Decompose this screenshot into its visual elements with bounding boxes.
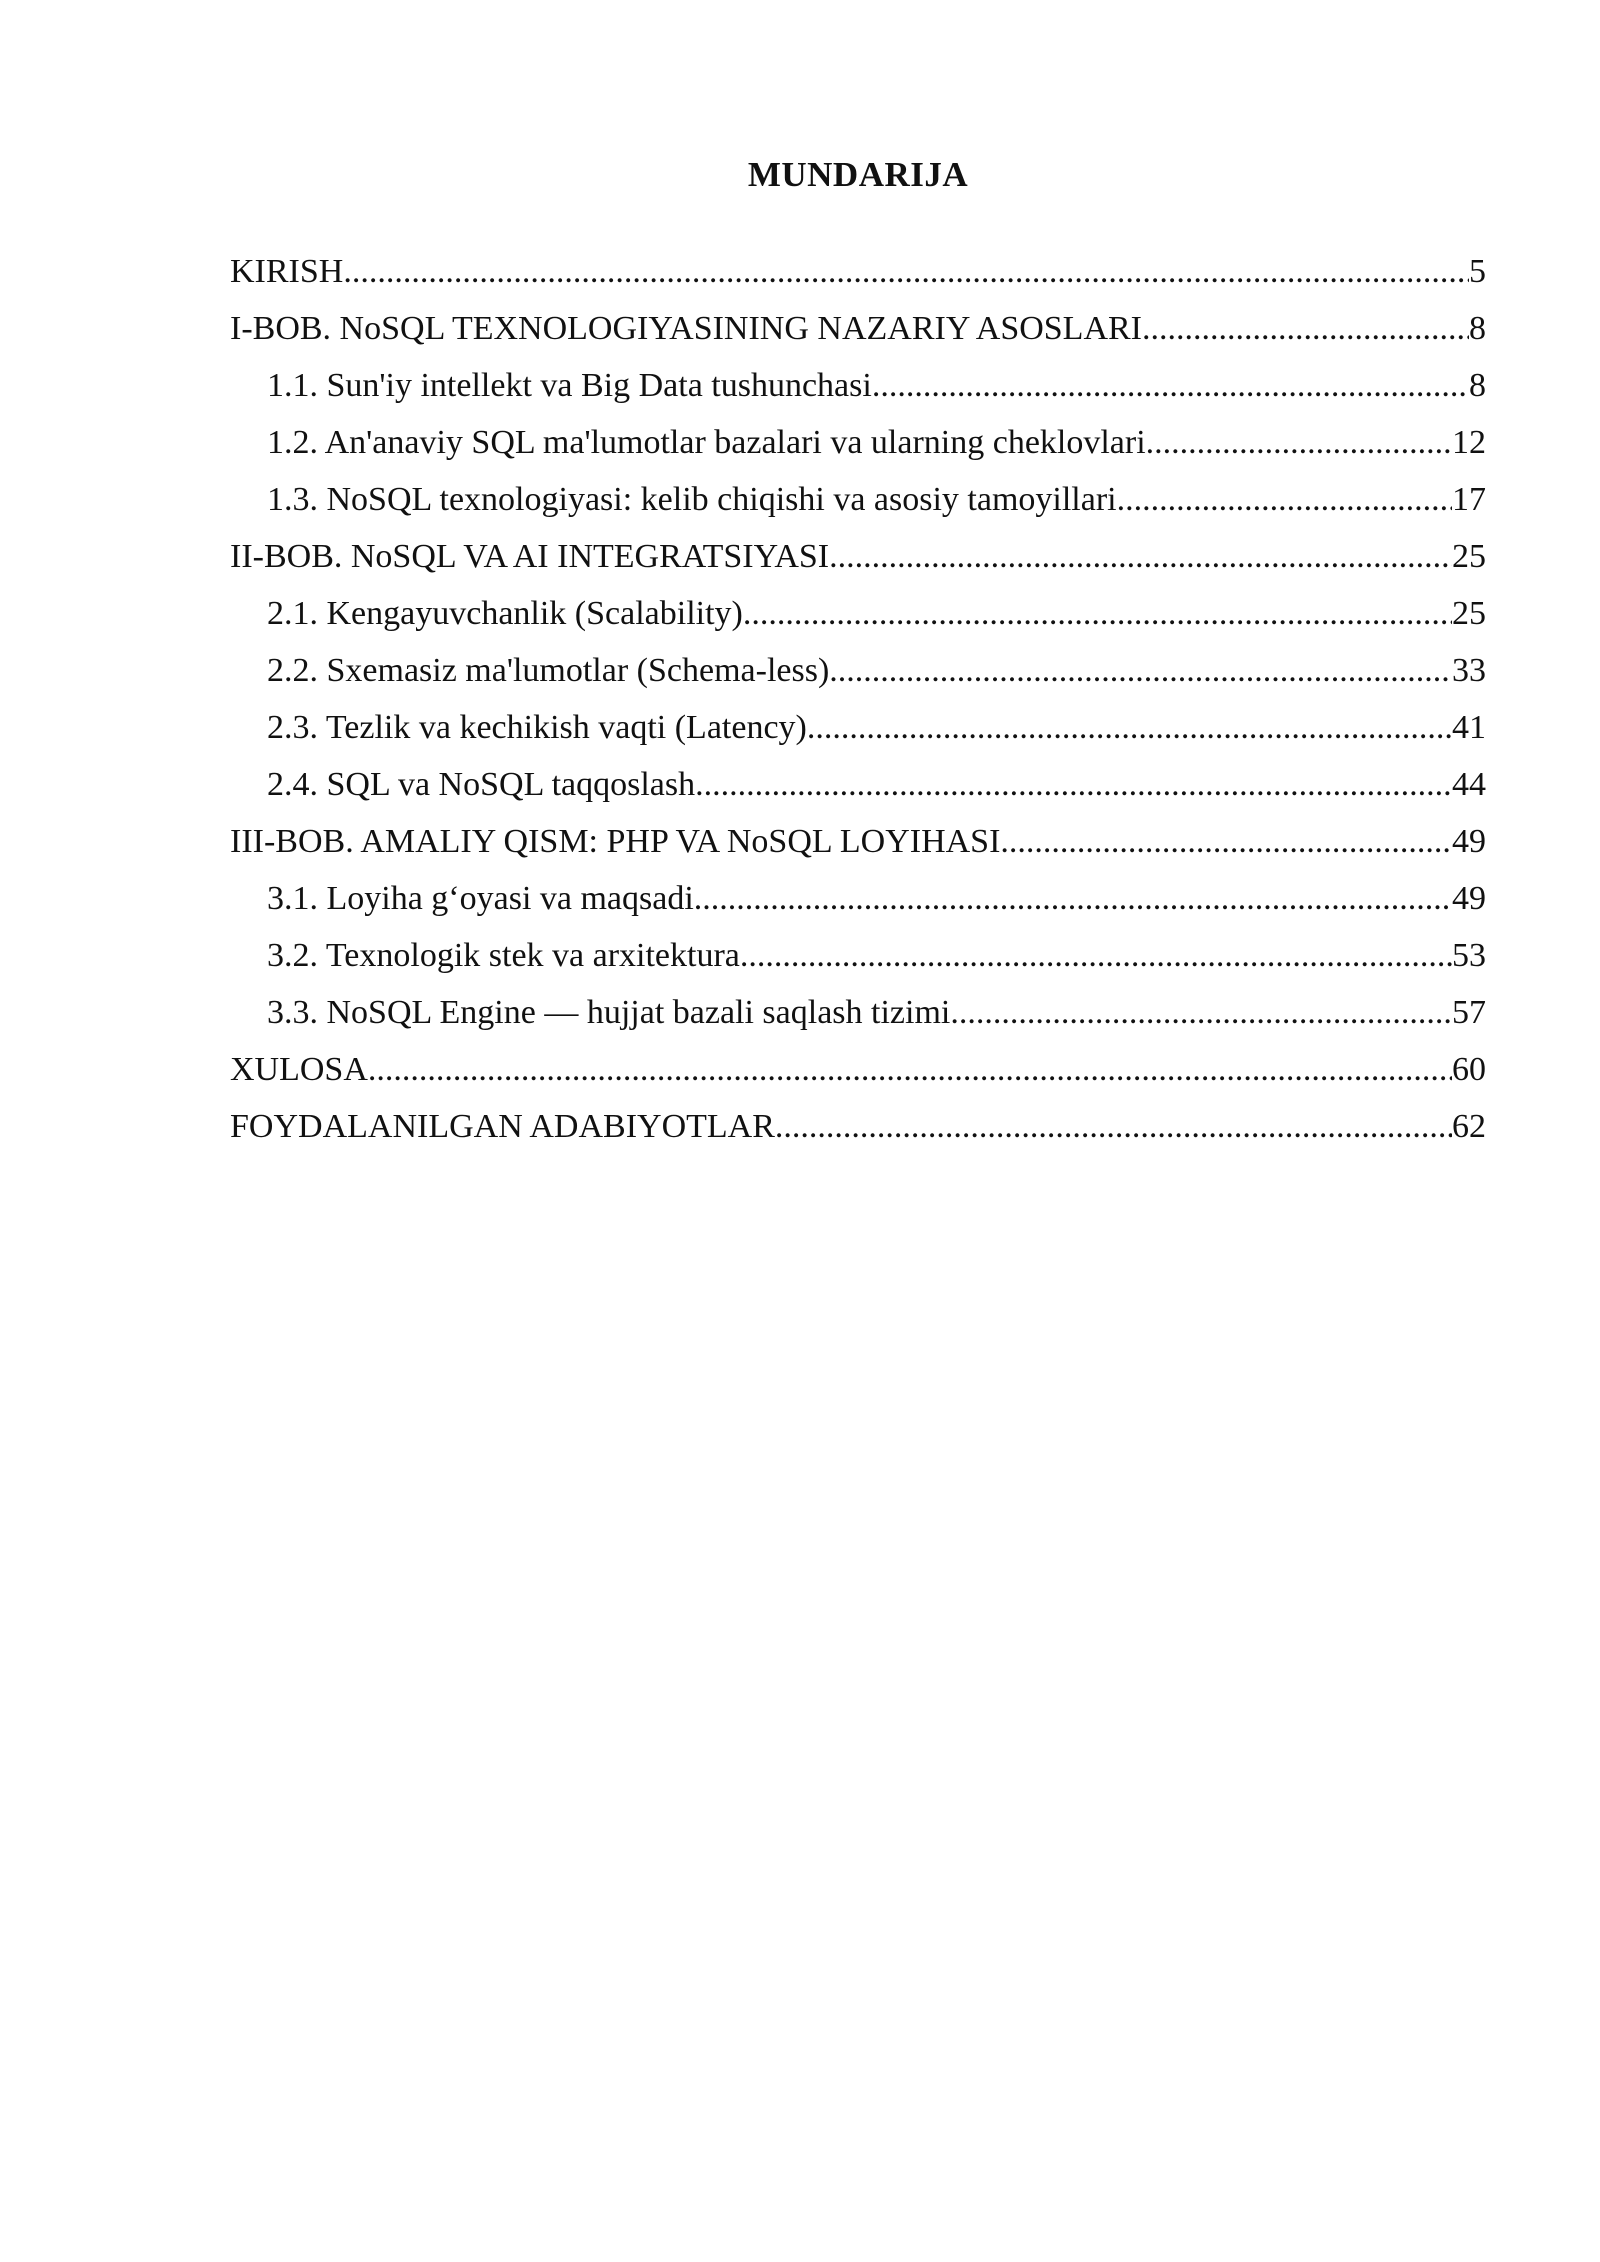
toc-subsection-entry[interactable] bbox=[230, 870, 1486, 927]
toc-subsection-entry[interactable] bbox=[230, 756, 1486, 813]
toc-dot-leader bbox=[872, 357, 1469, 414]
toc-entry-label: 1.1. Sun'iy intellekt va Big Data tushunchasi bbox=[267, 367, 872, 404]
toc-subsection-entry[interactable] bbox=[230, 984, 1486, 1041]
toc-entry-label: 1.3. NoSQL texnologiyasi: kelib chiqishi va asosiy tamoyillari bbox=[267, 481, 1117, 518]
toc-dot-leader bbox=[343, 243, 1469, 300]
toc-entry-label: 1.2. An'anaviy SQL ma'lumotlar bazalari va ularning cheklovlari bbox=[267, 424, 1146, 461]
toc-subsection-entry[interactable] bbox=[230, 699, 1486, 756]
toc-chapter-entry[interactable] bbox=[230, 300, 1486, 357]
toc-chapter-entry[interactable] bbox=[230, 243, 1486, 300]
toc-entry-label: 3.1. Loyiha g‘oyasi va maqsadi bbox=[267, 880, 694, 917]
toc-subsection-entry[interactable] bbox=[230, 471, 1486, 528]
toc-entry-label: 2.1. Kengayuvchanlik (Scalability) bbox=[267, 595, 743, 632]
toc-entry-label: KIRISH bbox=[230, 253, 344, 290]
toc-entry-label: 2.3. Tezlik va kechikish vaqti (Latency) bbox=[267, 709, 807, 746]
toc-page-number: 44 bbox=[1452, 766, 1486, 803]
toc-chapter-entry[interactable] bbox=[230, 813, 1486, 870]
toc-entry-label: FOYDALANILGAN ADABIYOTLAR bbox=[230, 1108, 775, 1145]
toc-dot-leader bbox=[950, 984, 1452, 1041]
toc-page-number: 12 bbox=[1452, 424, 1486, 461]
toc-page-number: 33 bbox=[1452, 652, 1486, 689]
toc-dot-leader bbox=[829, 642, 1452, 699]
toc-page-number: 8 bbox=[1469, 310, 1486, 347]
toc-subsection-entry[interactable] bbox=[230, 585, 1486, 642]
toc-dot-leader bbox=[740, 927, 1452, 984]
toc-page-number: 57 bbox=[1452, 994, 1486, 1031]
toc-page-number: 60 bbox=[1452, 1051, 1486, 1088]
toc-dot-leader bbox=[695, 756, 1452, 813]
toc-chapter-entry[interactable] bbox=[230, 1041, 1486, 1098]
toc-entry-label: 3.3. NoSQL Engine — hujjat bazali saqlash tizimi bbox=[267, 994, 951, 1031]
toc-chapter-entry[interactable] bbox=[230, 528, 1486, 585]
toc-entry-label: XULOSA bbox=[230, 1051, 368, 1088]
toc-subsection-entry[interactable] bbox=[230, 642, 1486, 699]
page-title: MUNDARIJA bbox=[747, 155, 969, 194]
toc-dot-leader bbox=[829, 528, 1452, 585]
table-of-contents bbox=[230, 243, 1486, 1155]
toc-page-number: 8 bbox=[1469, 367, 1486, 404]
toc-entry-label: II-BOB. NoSQL VA AI INTEGRATSIYASI bbox=[230, 538, 830, 575]
toc-page-number: 25 bbox=[1452, 538, 1486, 575]
toc-subsection-entry[interactable] bbox=[230, 414, 1486, 471]
toc-dot-leader bbox=[368, 1041, 1452, 1098]
toc-page-number: 41 bbox=[1452, 709, 1486, 746]
toc-entry-label: III-BOB. AMALIY QISM: PHP VA NoSQL LOYIHASI bbox=[230, 823, 1001, 860]
toc-dot-leader bbox=[807, 699, 1452, 756]
toc-dot-leader bbox=[694, 870, 1452, 927]
toc-dot-leader bbox=[1146, 414, 1452, 471]
toc-entry-label: I-BOB. NoSQL TEXNOLOGIYASINING NAZARIY ASOSLARI bbox=[230, 310, 1143, 347]
toc-dot-leader bbox=[1000, 813, 1452, 870]
toc-page-number: 49 bbox=[1452, 880, 1486, 917]
toc-page-number: 53 bbox=[1452, 937, 1486, 974]
toc-entry-label: 2.2. Sxemasiz ma'lumotlar (Schema-less) bbox=[267, 652, 830, 689]
toc-page-number: 25 bbox=[1452, 595, 1486, 632]
toc-entry-label: 2.4. SQL va NoSQL taqqoslash bbox=[267, 766, 696, 803]
toc-page-number: 62 bbox=[1452, 1108, 1486, 1145]
toc-chapter-entry[interactable] bbox=[230, 1098, 1486, 1155]
toc-page-number: 5 bbox=[1469, 253, 1486, 290]
toc-dot-leader bbox=[743, 585, 1452, 642]
toc-dot-leader bbox=[1142, 300, 1469, 357]
toc-dot-leader bbox=[775, 1098, 1452, 1155]
toc-subsection-entry[interactable] bbox=[230, 357, 1486, 414]
toc-subsection-entry[interactable] bbox=[230, 927, 1486, 984]
toc-page-number: 17 bbox=[1452, 481, 1486, 518]
toc-page-number: 49 bbox=[1452, 823, 1486, 860]
toc-entry-label: 3.2. Texnologik stek va arxitektura bbox=[267, 937, 740, 974]
toc-dot-leader bbox=[1117, 471, 1452, 528]
